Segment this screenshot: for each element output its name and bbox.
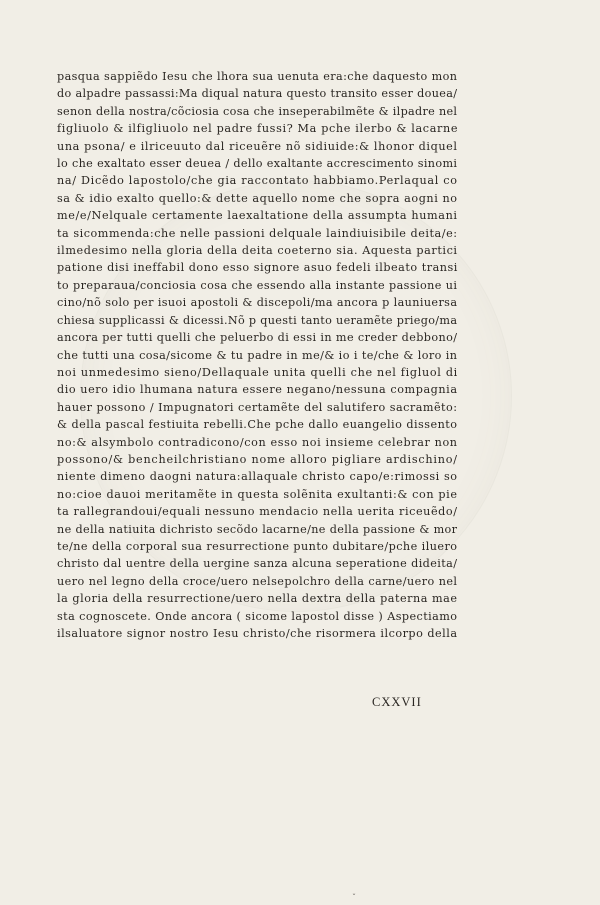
- bottom-mark: ˇ: [352, 893, 356, 902]
- text-line: & della pascal festiuita rebelli.Che pche dallo euangelio dissento: [57, 418, 458, 432]
- text-line: christo dal uentre della uergine sanza alcuna seperatione dideita/: [57, 557, 458, 571]
- text-line: una psona/ e ilriceuuto dal riceuẽre nõ sidiuide:& lhonor diquel: [57, 139, 458, 153]
- text-line: senon della nostra/cõciosia cosa che inseperabilmẽte & ilpadre nel: [57, 104, 458, 118]
- text-line: niente dimeno daogni natura:allaquale christo capo/e:rimossi so: [57, 470, 458, 484]
- text-line: no:cioe dauoi meritamẽte in questa solẽnita exultanti:& con pie: [57, 487, 458, 501]
- text-line: ilmedesimo nella gloria della deita coeterno sia. Aquesta partici: [57, 244, 458, 258]
- text-line: hauer possono / Impugnatori certamẽte del salutifero sacramẽto:: [57, 400, 458, 414]
- text-line: pasqua sappiẽdo Iesu che lhora sua uenuta era:che daquesto mon: [57, 70, 458, 83]
- text-line: ilsaluatore signor nostro Iesu christo/che risormera ilcorpo della: [57, 627, 458, 640]
- text-line: figliuolo & ilfigliuolo nel padre fussi? Ma pche ilerbo & lacarne: [57, 122, 459, 136]
- body-text: [57, 68, 457, 642]
- text-line: ta sicommenda:che nelle passioni delquale laindiuisibile deita/e:: [57, 226, 458, 240]
- text-line: ne della natiuita dichristo secõdo lacarne/ne della passione & mor: [57, 522, 458, 536]
- text-line: ancora per tutti quelli che peluerbo di essi in me creder debbono/: [57, 331, 458, 345]
- text-line: ta rallegrandoui/equali nessuno mendacio nella uerita riceuẽdo/: [57, 505, 458, 519]
- text-line: to preparaua/conciosia cosa che essendo alla instante passione ui: [57, 278, 458, 292]
- text-line: chiesa supplicassi & dicessi.Nõ p questi tanto ueramẽte priego/ma: [57, 313, 458, 327]
- text-line: patione disi ineffabil dono esso signore asuo fedeli ilbeato transi: [57, 261, 458, 275]
- text-line: che tutti una cosa/sicome & tu padre in me/& io i te/che & loro in: [57, 348, 458, 362]
- text-line: te/ne della corporal sua resurrectione punto dubitare/pche iluero: [57, 539, 458, 553]
- text-line: cino/nõ solo per isuoi apostoli & discepoli/ma ancora p launiuersa: [57, 296, 458, 310]
- text-line: noi unmedesimo sieno/Dellaquale unita quelli che nel figluol di: [57, 365, 458, 379]
- text-line: na/ Dicẽdo lapostolo/che gia raccontato habbiamo.Perlaqual co: [57, 174, 458, 188]
- text-line: sa & idio exalto quello:& dette aquello nome che sopra aogni no: [57, 191, 458, 205]
- text-line: dio uero idio lhumana natura essere negano/nessuna compagnia: [57, 383, 458, 397]
- text-line: do alpadre passassi:Ma diqual natura questo transito esser douea/: [57, 87, 458, 101]
- text-line: sta cognoscete. Onde ancora ( sicome lapostol disse ) Aspectiamo: [57, 609, 458, 623]
- text-line: uero nel legno della croce/uero nelsepolchro della carne/uero nel: [57, 574, 458, 588]
- folio-number: CXXVII: [372, 695, 422, 709]
- text-line: no:& alsymbolo contradicono/con esso noi insieme celebrar non: [57, 435, 458, 449]
- text-line: lo che exaltato esser deuea / dello exaltante accrescimento sinomi: [57, 157, 458, 171]
- text-line: me/e/Nelquale certamente laexaltatione della assumpta humani: [57, 209, 458, 223]
- text-line: possono/& bencheilchristiano nome alloro pigliare ardischino/: [57, 452, 458, 466]
- text-line: la gloria della resurrectione/uero nella dextra della paterna mae: [57, 592, 458, 606]
